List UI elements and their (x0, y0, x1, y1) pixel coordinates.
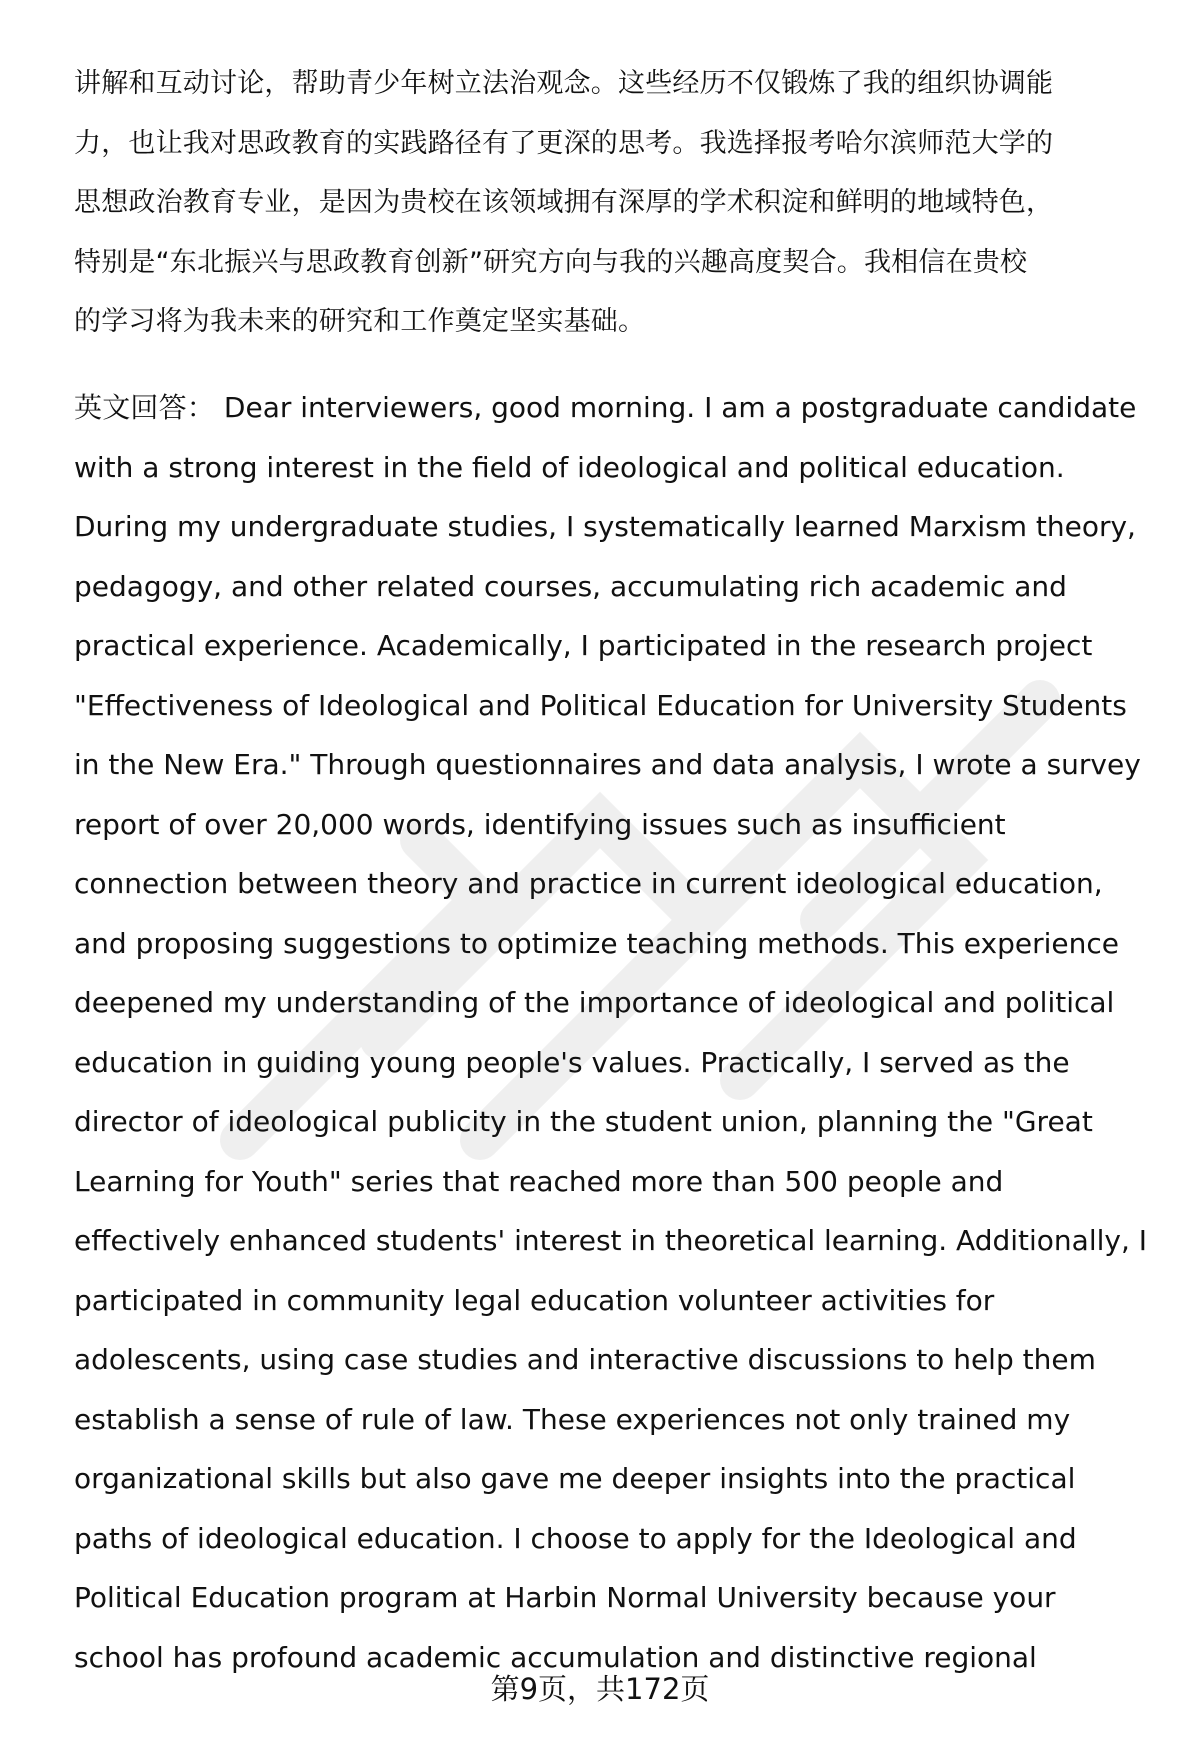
english-line: participated in community legal education volunteer activities for (74, 1283, 995, 1317)
english-line: paths of ideological education. I choose to apply for the Ideological and (74, 1521, 1077, 1555)
english-line: "Effectiveness of Ideological and Political Education for University Students (74, 688, 1127, 722)
english-line: pedagogy, and other related courses, accumulating rich academic and (74, 569, 1067, 603)
chinese-line: 特别是“东北振兴与思政教育创新”研究方向与我的兴趣高度契合。我相信在贵校 (74, 246, 1028, 278)
english-line: school has profound academic accumulation and distinctive regional (74, 1640, 1037, 1674)
english-line: establish a sense of rule of law. These experiences not only trained my (74, 1402, 1071, 1436)
english-line: director of ideological publicity in the student union, planning the "Great (74, 1105, 1093, 1138)
english-line: Political Education program at Harbin Normal University because your (74, 1581, 1056, 1614)
english-line: effectively enhanced students' interest in theoretical learning. Additionally, I (74, 1224, 1148, 1257)
english-first-line (74, 378, 1154, 438)
chinese-paragraph (74, 54, 1144, 352)
english-answer (74, 378, 1154, 1687)
english-line: deepened my understanding of the importance of ideological and political (74, 986, 1115, 1019)
english-line: report of over 20,000 words, identifying issues such as insufficient (74, 807, 1006, 841)
english-line: adolescents, using case studies and interactive discussions to help them (74, 1343, 1096, 1376)
page-footer (0, 1669, 1200, 1709)
english-line: Learning for Youth" series that reached more than 500 people and (74, 1164, 1004, 1198)
chinese-line: 思想政治教育专业，是因为贵校在该领域拥有深厚的学术积淀和鲜明的地域特色， (74, 187, 1054, 218)
chinese-line: 的学习将为我未来的研究和工作奠定坚实基础。 (74, 306, 646, 337)
english-line: with a strong interest in the field of ideological and political education. (74, 450, 1065, 484)
english-line: and proposing suggestions to optimize teaching methods. This experience (74, 926, 1119, 960)
english-line: education in guiding young people's values. Practically, I served as the (74, 1045, 1070, 1079)
english-line-text: Dear interviewers, good morning. I am a postgraduate candidate (215, 391, 1137, 424)
chinese-line: 力，也让我对思政教育的实践路径有了更深的思考。我选择报考哈尔滨师范大学的 (74, 127, 1054, 159)
english-line: practical experience. Academically, I participated in the research project (74, 629, 1093, 662)
english-line: connection between theory and practice in current ideological education, (74, 867, 1103, 900)
english-line: During my undergraduate studies, I systematically learned Marxism theory, (74, 510, 1136, 543)
english-line: in the New Era." Through questionnaires and data analysis, I wrote a survey (74, 748, 1141, 781)
page-indicator: 第9页，共172页 (490, 1672, 710, 1706)
chinese-line: 讲解和互动讨论，帮助青少年树立法治观念。这些经历不仅锻炼了我的组织协调能 (74, 68, 1054, 99)
answer-label: 英文回答： (74, 391, 216, 424)
english-line: organizational skills but also gave me deeper insights into the practical (74, 1462, 1076, 1495)
